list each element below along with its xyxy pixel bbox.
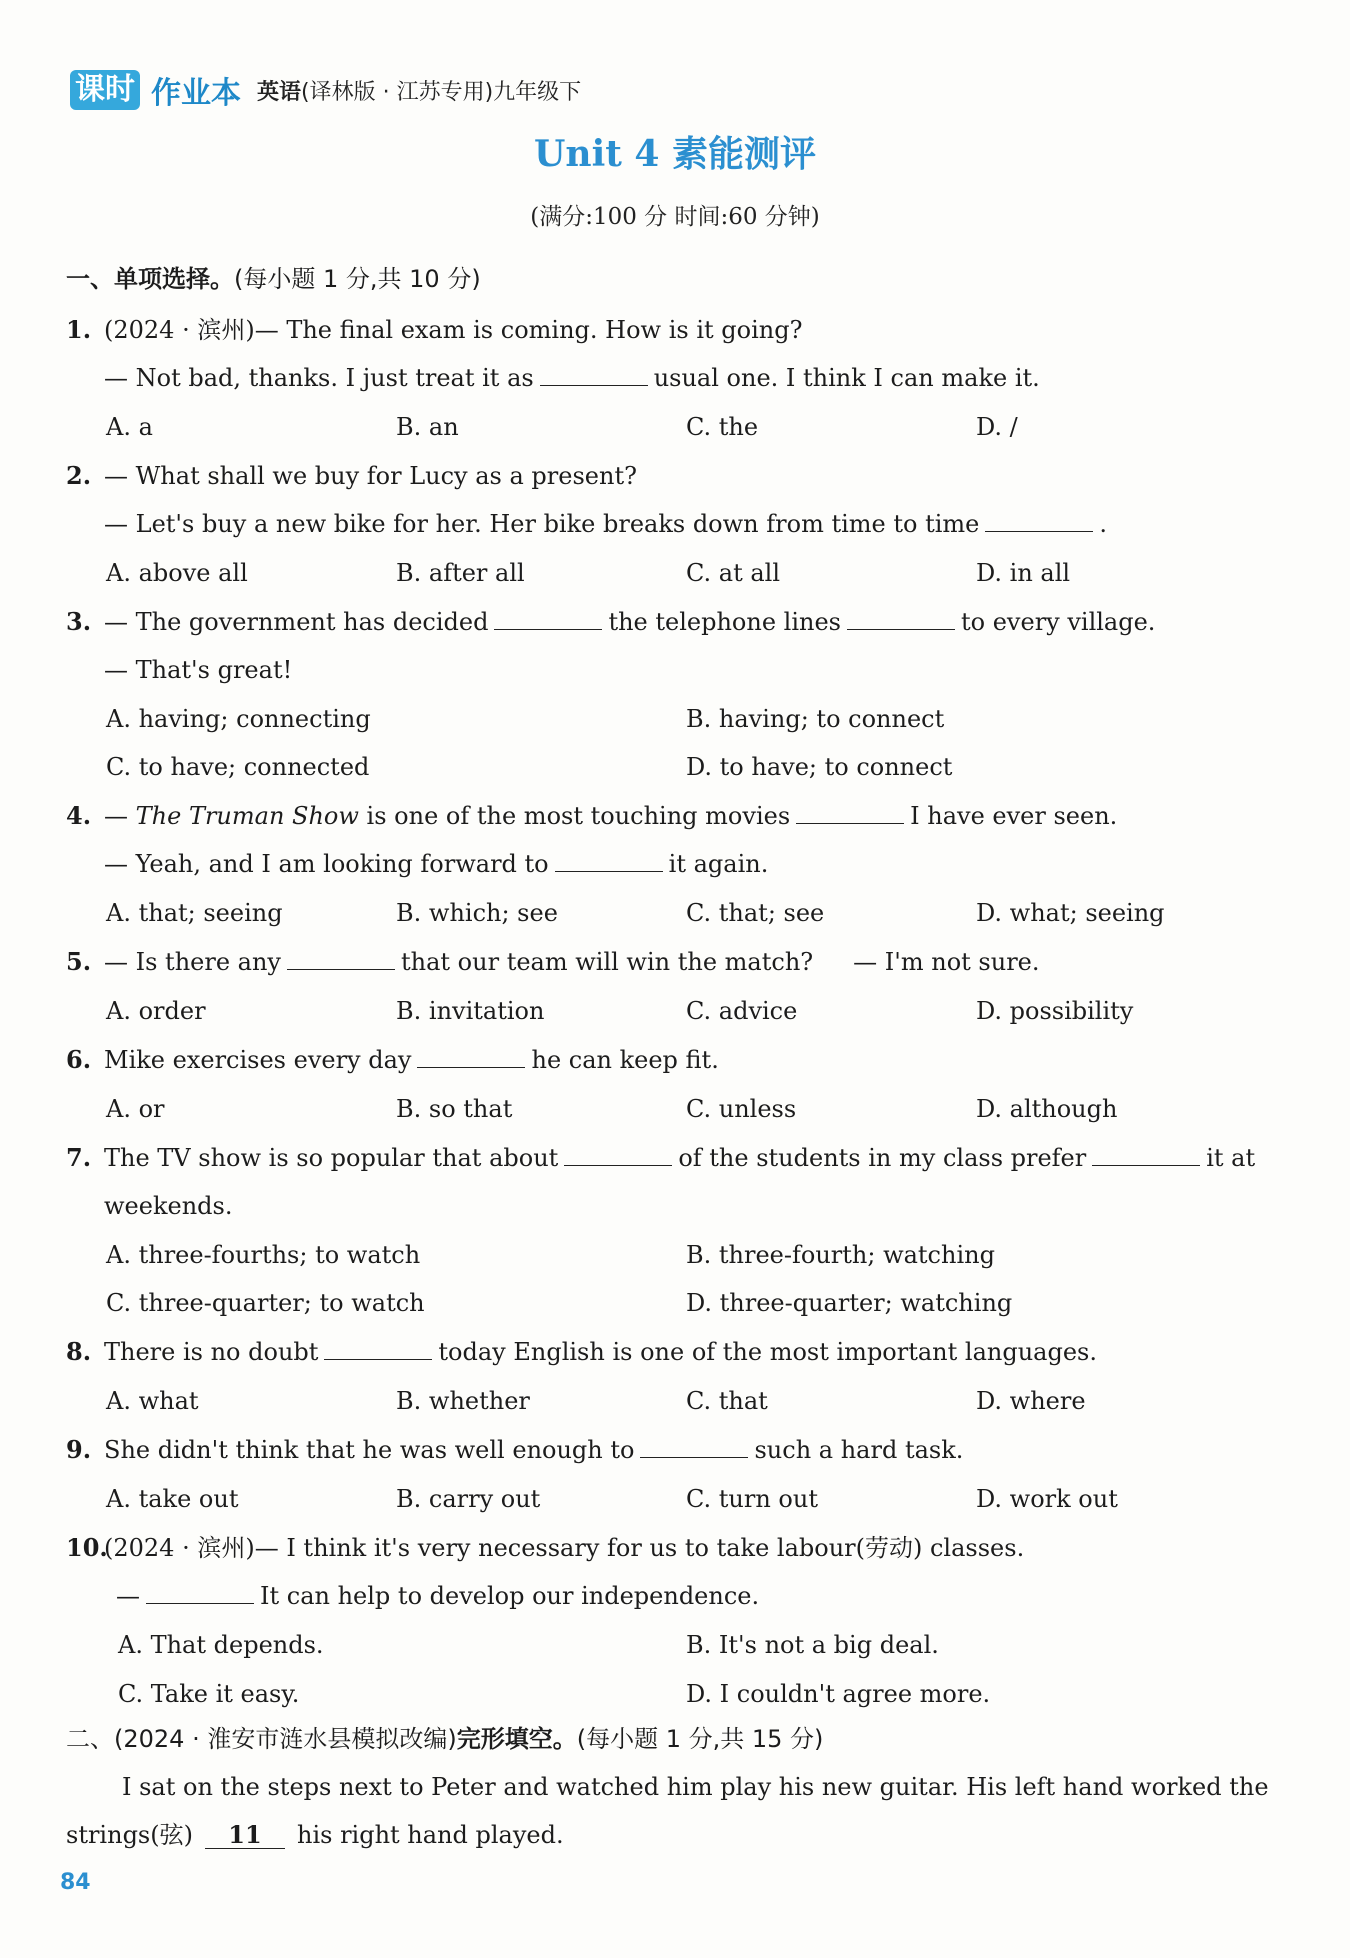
- exam-info: (满分:100 分 时间:60 分钟): [530, 204, 820, 230]
- option-a[interactable]: A. order: [106, 997, 206, 1025]
- option-d[interactable]: D. to have; to connect: [686, 753, 953, 781]
- question-text: of the students in my class prefer: [678, 1144, 1087, 1172]
- book-subtitle: [257, 75, 581, 106]
- question-number: 7.: [66, 1143, 92, 1172]
- question-5-stem: [66, 945, 1040, 979]
- option-c[interactable]: C. advice: [686, 997, 798, 1025]
- section-1-note: (每小题 1 分,共 10 分): [234, 265, 481, 293]
- book-header: [70, 68, 581, 112]
- option-a[interactable]: A. above all: [106, 559, 248, 587]
- question-number: 3.: [66, 607, 92, 636]
- option-a[interactable]: A. a: [106, 413, 153, 441]
- question-1-line2: [104, 361, 1040, 395]
- option-c[interactable]: C. Take it easy.: [118, 1680, 300, 1708]
- answer-blank[interactable]: [985, 509, 1093, 532]
- question-number: 4.: [66, 801, 92, 830]
- question-10-line2: [116, 1579, 759, 1613]
- option-a[interactable]: A. take out: [106, 1485, 239, 1513]
- option-b[interactable]: B. after all: [396, 559, 525, 587]
- section-2-heading: [66, 1722, 823, 1756]
- passage-text: his right hand played.: [296, 1821, 564, 1849]
- answer-blank[interactable]: [146, 1581, 254, 1604]
- option-a[interactable]: A. that; seeing: [106, 899, 283, 927]
- question-3-stem: [66, 605, 1155, 639]
- question-text: it at: [1206, 1144, 1256, 1172]
- question-text: — The government has decided: [104, 608, 489, 636]
- question-text: that our team will win the match?: [401, 948, 814, 976]
- question-text: There is no doubt: [104, 1338, 319, 1366]
- question-1-stem: [66, 313, 802, 347]
- question-text: — Not bad, thanks. I just treat it as: [104, 364, 534, 392]
- answer-blank[interactable]: [540, 363, 648, 386]
- cloze-blank-11[interactable]: 11: [205, 1822, 285, 1849]
- option-a[interactable]: A. what: [106, 1387, 199, 1415]
- question-4-line2: [104, 847, 768, 881]
- question-2-stem: [66, 459, 637, 493]
- movie-title: The Truman Show: [135, 802, 359, 830]
- question-text: I have ever seen.: [910, 802, 1118, 830]
- section-1-heading: [66, 262, 481, 296]
- option-c[interactable]: C. to have; connected: [106, 753, 370, 781]
- logo-title: 作业本: [151, 76, 241, 111]
- question-text: .: [1099, 510, 1108, 538]
- option-d[interactable]: D. possibility: [976, 997, 1134, 1025]
- question-3-line2: — That's great!: [104, 656, 293, 684]
- logo-badge-text: 课时: [70, 70, 140, 110]
- question-number: 2.: [66, 461, 92, 490]
- option-d[interactable]: D. /: [976, 413, 1018, 441]
- question-text: — Let's buy a new bike for her. Her bike breaks down from time to time: [104, 510, 980, 538]
- question-text: the telephone lines: [608, 608, 841, 636]
- option-d[interactable]: D. where: [976, 1387, 1086, 1415]
- question-text: — What shall we buy for Lucy as a present?: [104, 462, 637, 490]
- question-text: — Yeah, and I am looking forward to: [104, 850, 549, 878]
- option-a[interactable]: A. or: [106, 1095, 165, 1123]
- option-d[interactable]: D. I couldn't agree more.: [686, 1680, 991, 1708]
- question-text: is one of the most touching movies: [358, 802, 791, 830]
- option-b[interactable]: B. whether: [396, 1387, 530, 1415]
- option-c[interactable]: C. at all: [686, 559, 781, 587]
- question-8-stem: [66, 1335, 1097, 1369]
- answer-blank[interactable]: [564, 1143, 672, 1166]
- option-c[interactable]: C. turn out: [686, 1485, 818, 1513]
- answer-blank[interactable]: [287, 947, 395, 970]
- section-2-source: 二、(2024 · 淮安市涟水县模拟改编): [66, 1725, 457, 1753]
- answer-blank[interactable]: [324, 1337, 432, 1360]
- question-text: — Is there any: [104, 948, 281, 976]
- option-c[interactable]: C. three-quarter; to watch: [106, 1289, 425, 1317]
- book-logo: [70, 68, 241, 112]
- option-d[interactable]: D. what; seeing: [976, 899, 1165, 927]
- question-number: 9.: [66, 1435, 92, 1464]
- option-c[interactable]: C. that; see: [686, 899, 825, 927]
- question-text: — I'm not sure.: [853, 948, 1040, 976]
- passage-text: strings(弦): [66, 1821, 193, 1849]
- option-a[interactable]: A. having; connecting: [106, 705, 371, 733]
- section-1-title: 一、单项选择。: [66, 265, 234, 293]
- answer-blank[interactable]: [1092, 1143, 1200, 1166]
- question-6-stem: [66, 1043, 719, 1077]
- option-c[interactable]: C. that: [686, 1387, 768, 1415]
- question-text: (2024 · 滨州)— The final exam is coming. How is it going?: [104, 316, 803, 344]
- option-b[interactable]: B. It's not a big deal.: [686, 1631, 939, 1659]
- question-text: The TV show is so popular that about: [104, 1144, 559, 1172]
- question-4-stem: [66, 799, 1117, 833]
- answer-blank[interactable]: [640, 1435, 748, 1458]
- question-text: (2024 · 滨州)— I think it's very necessary for us to take labour(劳动) classes.: [104, 1534, 1025, 1562]
- question-text: —: [104, 802, 136, 830]
- question-text: She didn't think that he was well enough to: [104, 1436, 635, 1464]
- question-text: to every village.: [961, 608, 1156, 636]
- answer-blank[interactable]: [417, 1045, 525, 1068]
- answer-blank[interactable]: [847, 607, 955, 630]
- question-text: usual one. I think I can make it.: [653, 364, 1040, 392]
- passage-line-2: [66, 1818, 564, 1852]
- option-b[interactable]: B. three-fourth; watching: [686, 1241, 995, 1269]
- option-b[interactable]: B. so that: [396, 1095, 513, 1123]
- page-title: Unit 4 素能测评: [534, 133, 816, 175]
- option-d[interactable]: D. three-quarter; watching: [686, 1289, 1013, 1317]
- option-d[interactable]: D. although: [976, 1095, 1118, 1123]
- subject-label: 英语: [257, 79, 302, 105]
- question-number: 5.: [66, 947, 92, 976]
- question-text: he can keep fit.: [531, 1046, 719, 1074]
- option-b[interactable]: B. which; see: [396, 899, 558, 927]
- answer-blank[interactable]: [796, 801, 904, 824]
- option-b[interactable]: B. carry out: [396, 1485, 541, 1513]
- edition-label: (译林版 · 江苏专用)九年级下: [301, 79, 582, 105]
- question-2-line2: [104, 507, 1107, 541]
- question-7-line2: weekends.: [104, 1192, 233, 1220]
- option-d[interactable]: D. work out: [976, 1485, 1118, 1513]
- question-text: today English is one of the most important languages.: [438, 1338, 1097, 1366]
- question-text: such a hard task.: [754, 1436, 964, 1464]
- question-number: 10.: [66, 1533, 108, 1562]
- question-7-stem: [66, 1141, 1255, 1175]
- option-b[interactable]: B. having; to connect: [686, 705, 945, 733]
- option-b[interactable]: B. an: [396, 413, 459, 441]
- passage-line-1: I sat on the steps next to Peter and watched him play his new guitar. His left hand worked the: [122, 1773, 1269, 1801]
- question-10-stem: [66, 1531, 1024, 1565]
- option-a[interactable]: A. That depends.: [118, 1631, 324, 1659]
- question-text: —: [116, 1582, 140, 1610]
- question-number: 1.: [66, 315, 92, 344]
- option-c[interactable]: C. the: [686, 413, 759, 441]
- section-2-title: 完形填空。: [456, 1725, 577, 1753]
- option-c[interactable]: C. unless: [686, 1095, 797, 1123]
- page-number: 84: [60, 1870, 91, 1895]
- option-a[interactable]: A. three-fourths; to watch: [106, 1241, 421, 1269]
- option-d[interactable]: D. in all: [976, 559, 1071, 587]
- question-text: It can help to develop our independence.: [260, 1582, 760, 1610]
- question-number: 8.: [66, 1337, 92, 1366]
- question-text: it again.: [668, 850, 769, 878]
- section-2-note: (每小题 1 分,共 15 分): [576, 1725, 824, 1753]
- question-9-stem: [66, 1433, 963, 1467]
- answer-blank[interactable]: [494, 607, 602, 630]
- option-b[interactable]: B. invitation: [396, 997, 545, 1025]
- question-text: Mike exercises every day: [104, 1046, 412, 1074]
- answer-blank[interactable]: [555, 849, 663, 872]
- question-number: 6.: [66, 1045, 92, 1074]
